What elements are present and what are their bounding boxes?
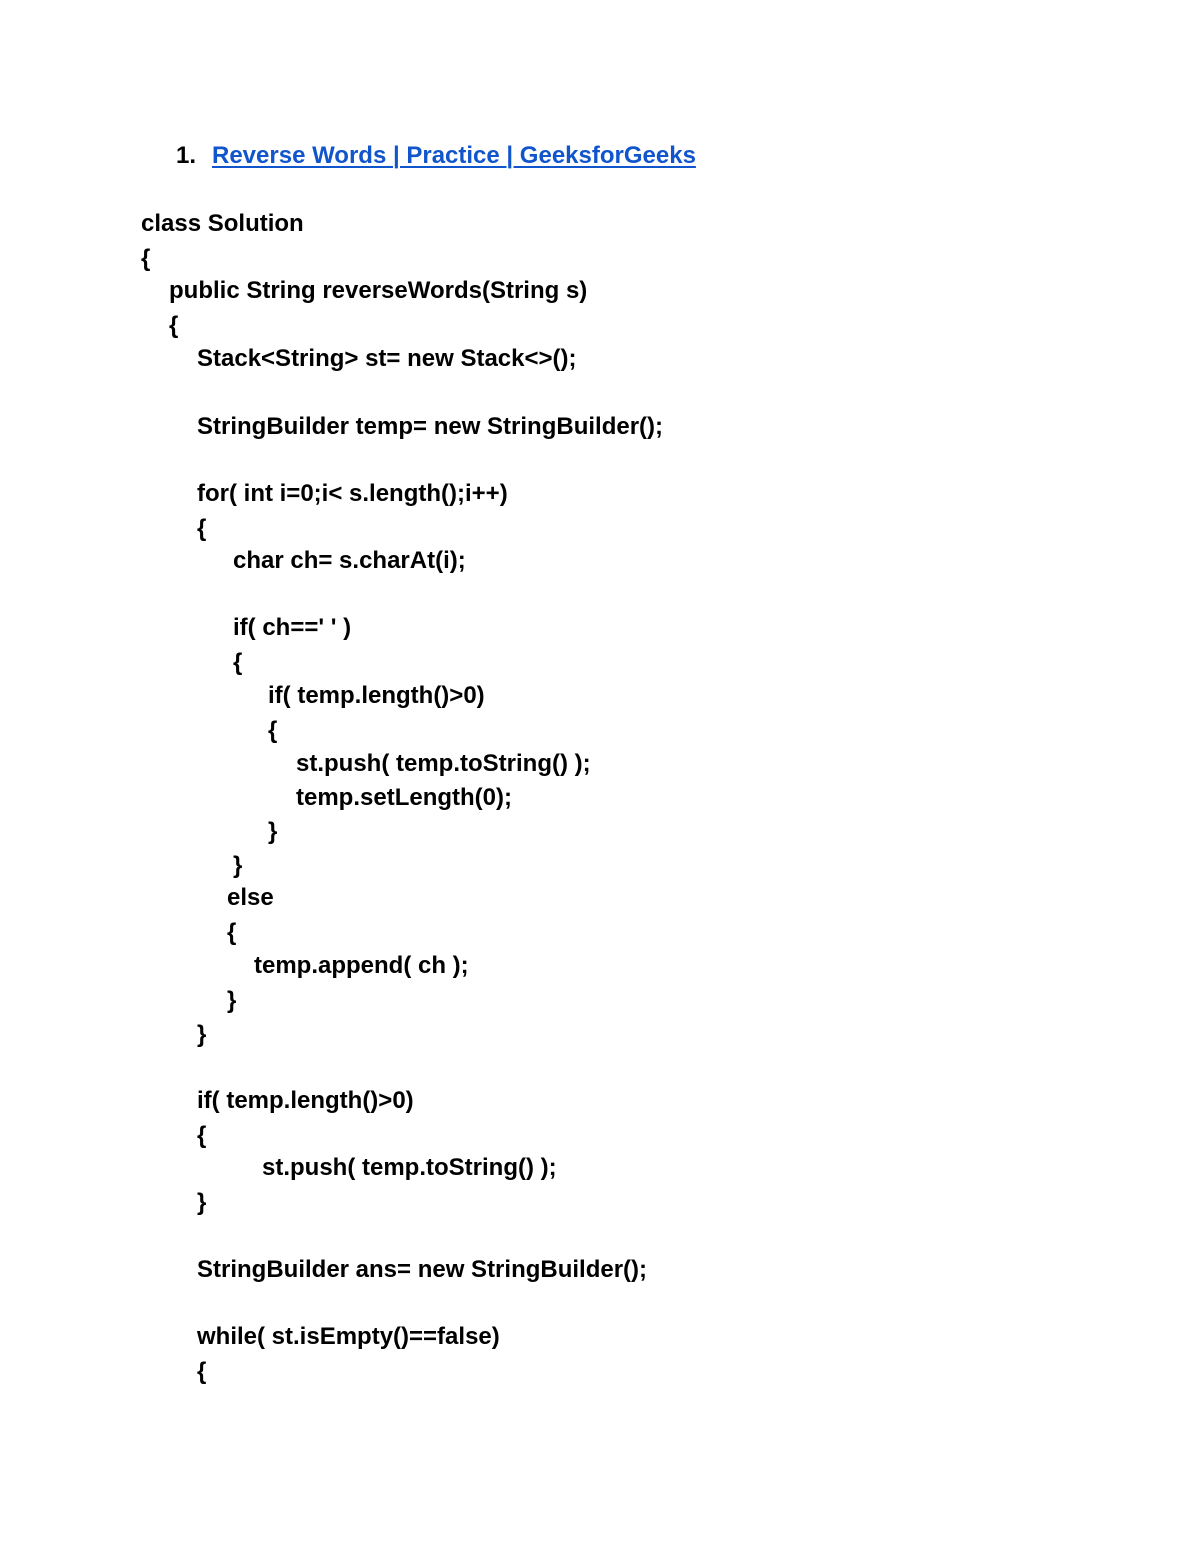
code-line: { bbox=[227, 919, 237, 946]
code-line: { bbox=[197, 1358, 207, 1385]
list-item-heading bbox=[176, 139, 696, 173]
code-line: for( int i=0;i< s.length();i++) bbox=[197, 480, 508, 507]
code-line: if( temp.length()>0) bbox=[268, 682, 485, 709]
code-line: class Solution bbox=[141, 210, 304, 237]
code-line: st.push( temp.toString() ); bbox=[262, 1154, 557, 1181]
code-line: char ch= s.charAt(i); bbox=[233, 547, 466, 574]
code-line: st.push( temp.toString() ); bbox=[296, 750, 591, 777]
code-line: Stack<String> st= new Stack<>(); bbox=[197, 345, 577, 372]
code-line: temp.setLength(0); bbox=[296, 784, 512, 811]
code-line: } bbox=[233, 852, 243, 879]
list-number: 1. bbox=[176, 142, 197, 169]
code-line: if( ch==' ' ) bbox=[233, 614, 352, 641]
code-line: { bbox=[141, 245, 151, 272]
code-line: StringBuilder ans= new StringBuilder(); bbox=[197, 1256, 648, 1283]
code-line: { bbox=[233, 649, 243, 676]
code-line: else bbox=[227, 884, 274, 911]
code-line: { bbox=[169, 312, 179, 339]
code-line: { bbox=[197, 515, 207, 542]
code-line: public String reverseWords(String s) bbox=[169, 277, 588, 304]
code-line: } bbox=[197, 1189, 207, 1216]
code-line: } bbox=[227, 987, 237, 1014]
code-line: } bbox=[197, 1021, 207, 1048]
code-line: } bbox=[268, 818, 278, 845]
code-line: temp.append( ch ); bbox=[254, 952, 469, 979]
code-line: while( st.isEmpty()==false) bbox=[197, 1323, 500, 1350]
code-line: { bbox=[197, 1122, 207, 1149]
code-line: if( temp.length()>0) bbox=[197, 1087, 414, 1114]
problem-link[interactable]: Reverse Words | Practice | GeeksforGeeks bbox=[212, 142, 696, 169]
code-line: StringBuilder temp= new StringBuilder(); bbox=[197, 413, 664, 440]
code-line: { bbox=[268, 717, 278, 744]
